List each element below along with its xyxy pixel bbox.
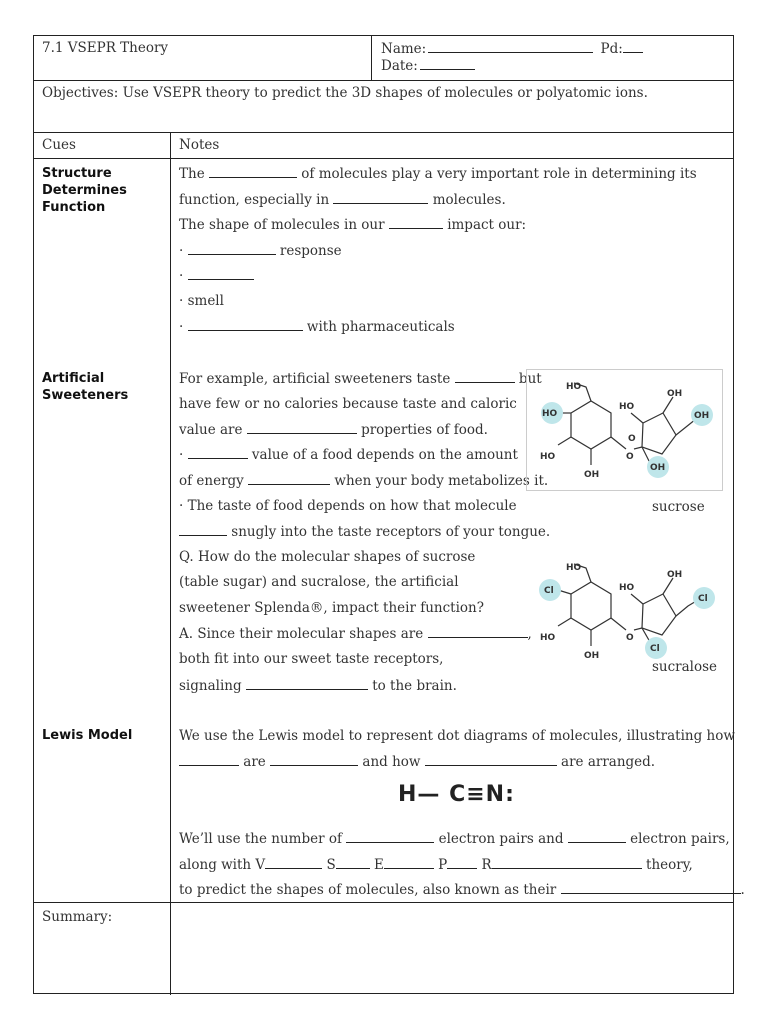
lewis-line-4: along with V S E P R theory, [179, 857, 693, 873]
column-header-row [34, 133, 733, 159]
notes-header: Notes [179, 137, 220, 153]
structure-line-2: function, especially in molecules. [179, 192, 506, 208]
summary-area[interactable] [171, 903, 733, 993]
svg-text:O: O [626, 452, 634, 462]
sweet-line-6: · The taste of food depends on how that molecule [179, 498, 517, 514]
svg-text:OH: OH [694, 411, 710, 421]
svg-text:HO: HO [566, 563, 582, 573]
cues-header: Cues [42, 137, 76, 153]
svg-text:HO: HO [540, 633, 556, 643]
svg-text:O: O [626, 633, 634, 643]
cue-lewis-model: Lewis Model [42, 728, 133, 743]
sweet-line-3: value are properties of food. [179, 422, 488, 438]
worksheet [33, 35, 745, 994]
svg-text:OH: OH [584, 651, 600, 661]
sweet-line-5: of energy when your body metabolizes it. [179, 473, 549, 489]
svg-text:HO: HO [566, 382, 582, 392]
sweet-line-12: both fit into our sweet taste receptors, [179, 651, 444, 667]
sweet-line-4: · value of a food depends on the amount [179, 447, 518, 463]
sweet-line-8: Q. How do the molecular shapes of sucrose [179, 549, 476, 565]
svg-text:HO: HO [619, 402, 635, 412]
sweet-line-2: have few or no calories because taste and caloric [179, 396, 517, 412]
svg-text:OH: OH [584, 470, 600, 480]
svg-text:OH: OH [650, 463, 666, 473]
cue-structure: Structure Determines Function [42, 166, 127, 215]
name-field[interactable]: Name: Pd: [381, 40, 643, 57]
structure-bullet-3: · smell [179, 293, 224, 309]
hcn-lewis-structure: H— C≡N: [398, 782, 515, 807]
sweet-line-7: snugly into the taste receptors of your tongue. [179, 523, 550, 540]
structure-line-1: The of molecules play a very important role in determining its [179, 166, 697, 182]
cue-sweeteners: Artificial Sweeteners [42, 371, 129, 403]
sucralose-structure-image [526, 556, 723, 664]
structure-bullet-2: · [179, 267, 254, 284]
lewis-line-1: We use the Lewis model to represent dot diagrams of molecules, illustrating how [179, 728, 735, 744]
page-title: 7.1 VSEPR Theory [42, 40, 169, 56]
lewis-line-3: We’ll use the number of electron pairs and electron pairs, [179, 831, 730, 847]
svg-text:OH: OH [667, 389, 683, 399]
sweet-line-11: A. Since their molecular shapes are , [179, 626, 532, 642]
lewis-line-2: are and how are arranged. [179, 753, 655, 770]
sweet-line-10: sweetener Splenda®, impact their function? [179, 600, 484, 616]
sweet-line-9: (table sugar) and sucralose, the artificial [179, 574, 459, 590]
svg-text:Cl: Cl [544, 586, 554, 596]
structure-bullet-4: · with pharmaceuticals [179, 319, 455, 335]
svg-text:OH: OH [667, 570, 683, 580]
sucrose-structure-image [526, 369, 723, 491]
structure-line-3: The shape of molecules in our impact our: [179, 217, 527, 233]
lewis-line-5: to predict the shapes of molecules, also known as their . [179, 882, 745, 898]
svg-text:Cl: Cl [650, 644, 660, 654]
svg-text:HO: HO [540, 452, 556, 462]
svg-text:HO: HO [542, 409, 558, 419]
sweet-line-1: For example, artificial sweeteners taste but [179, 371, 542, 387]
summary-label: Summary: [42, 909, 113, 925]
svg-text:O: O [628, 434, 636, 444]
structure-bullet-1: · response [179, 243, 342, 259]
svg-text:Cl: Cl [698, 594, 708, 604]
svg-text:HO: HO [619, 583, 635, 593]
sweet-line-13: signaling to the brain. [179, 678, 457, 694]
sucrose-label: sucrose [652, 499, 705, 515]
sucralose-label: sucralose [652, 659, 718, 675]
objectives-text: Objectives: Use VSEPR theory to predict the 3D shapes of molecules or polyatomic ions. [42, 85, 648, 101]
date-field[interactable]: Date: [381, 57, 475, 74]
